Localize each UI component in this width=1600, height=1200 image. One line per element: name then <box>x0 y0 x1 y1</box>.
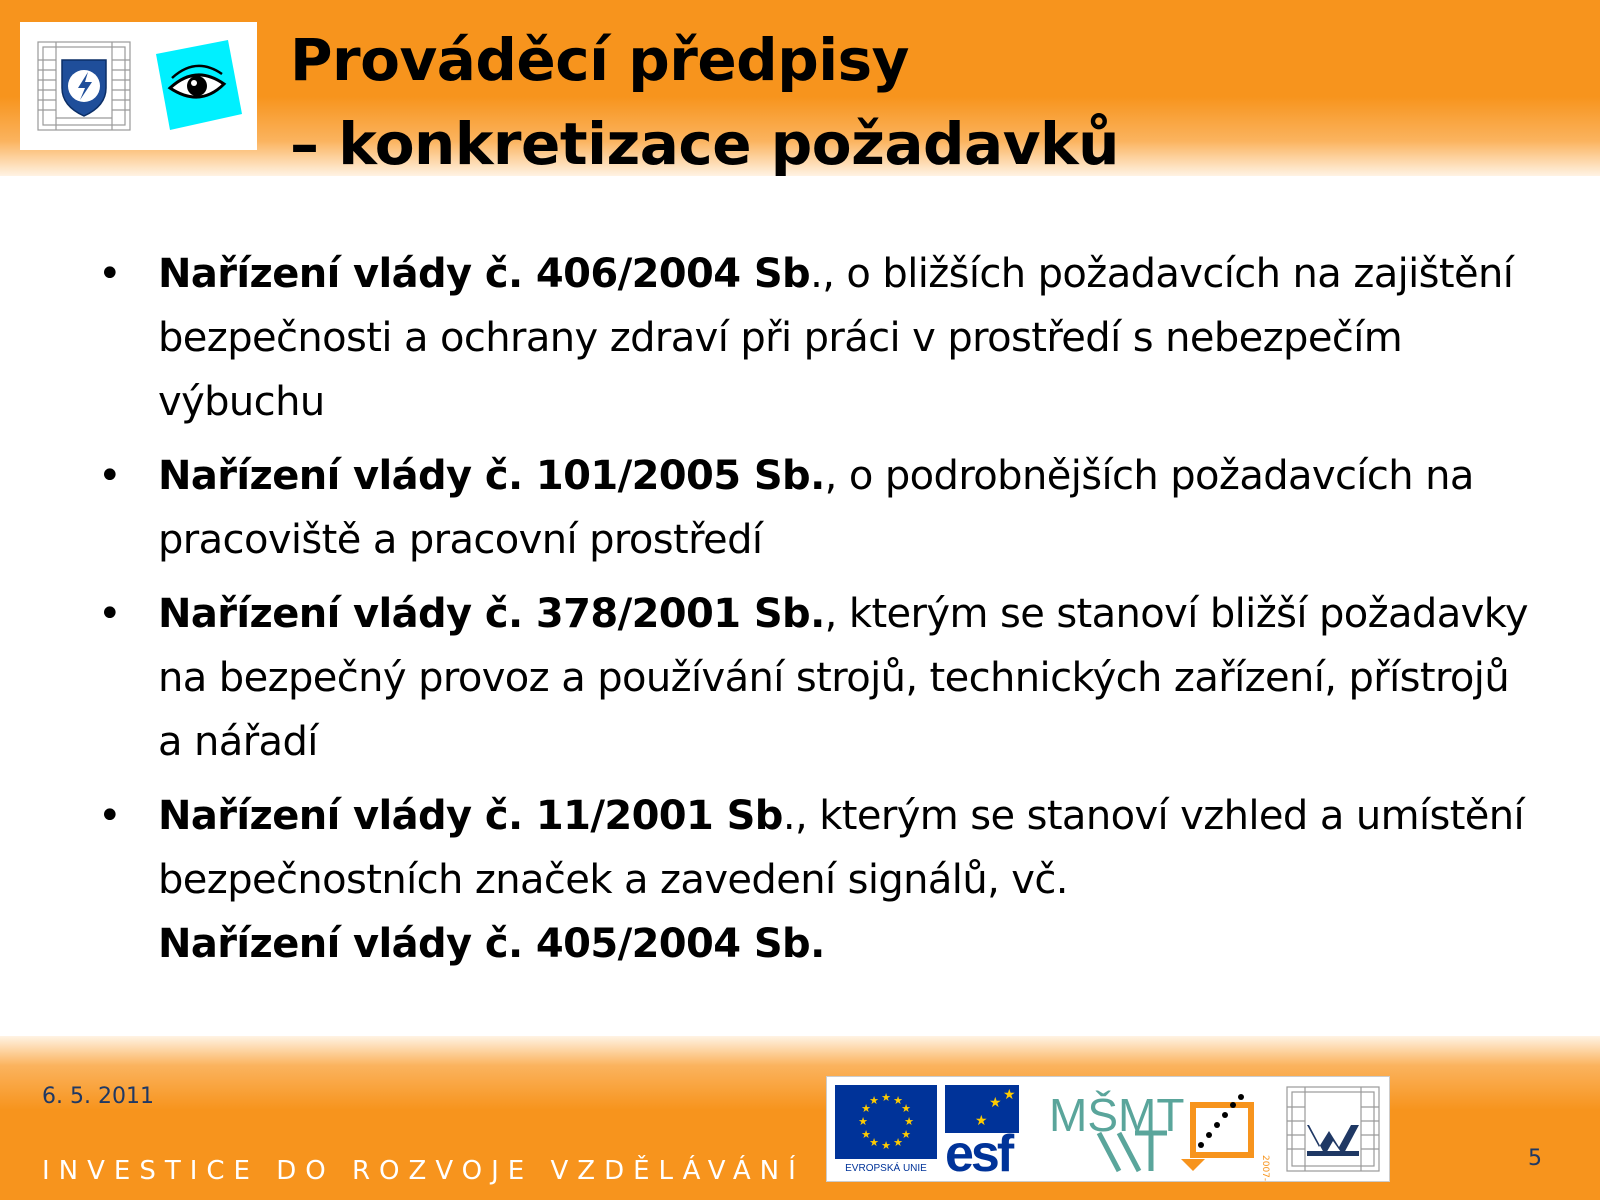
list-item <box>90 444 1530 572</box>
header-logos <box>20 22 257 150</box>
regulation-title: Nařízení vlády č. 11/2001 Sb <box>158 793 783 839</box>
esf-label: esf <box>945 1125 1012 1183</box>
page-number: 5 <box>1528 1146 1542 1171</box>
regulation-title: Nařízení vlády č. 378/2001 Sb. <box>158 591 825 637</box>
eye-icon <box>148 36 248 136</box>
svg-text:★: ★ <box>901 1102 911 1115</box>
regulation-title-secondary: Nařízení vlády č. 405/2004 Sb. <box>158 921 825 967</box>
footer-tagline: INVESTICE DO ROZVOJE VZDĚLÁVÁNÍ <box>42 1156 805 1186</box>
title-line-2: – konkretizace požadavků <box>290 110 1119 178</box>
bullet-icon: • <box>98 251 121 297</box>
msmt-logo-icon <box>1049 1085 1185 1173</box>
list-item <box>90 784 1530 976</box>
svg-text:★: ★ <box>901 1128 911 1141</box>
svg-text:★: ★ <box>904 1115 914 1128</box>
regulation-title: Nařízení vlády č. 101/2005 Sb. <box>158 453 825 499</box>
slide-date: 6. 5. 2011 <box>42 1084 154 1109</box>
svg-text:★: ★ <box>893 1094 903 1107</box>
svg-text:★: ★ <box>881 1091 891 1104</box>
slide-header <box>0 0 1600 176</box>
regulation-list <box>90 242 1530 976</box>
bullet-icon: • <box>98 793 121 839</box>
page-title <box>290 18 1119 186</box>
shield-lightning-icon <box>36 40 132 132</box>
msmt-label: MŠMT <box>1049 1089 1185 1141</box>
svg-text:★: ★ <box>975 1113 988 1129</box>
sponsor-logos <box>826 1076 1390 1193</box>
regulation-description: , kterým se stanoví bližší požadavky na bezpečný provoz a používání strojů, technických zařízení, přístrojů a nářadí <box>158 591 1528 765</box>
svg-text:★: ★ <box>989 1095 1002 1111</box>
eu-label: EVROPSKÁ UNIE <box>845 1163 927 1174</box>
svg-text:★: ★ <box>881 1139 891 1152</box>
svg-text:★: ★ <box>861 1102 871 1115</box>
slide-footer <box>0 1036 1600 1200</box>
list-item <box>90 582 1530 774</box>
list-item <box>90 242 1530 434</box>
eu-flag-icon <box>835 1085 937 1173</box>
bullet-icon: • <box>98 591 121 637</box>
bullet-icon: • <box>98 453 121 499</box>
title-line-1: Prováděcí předpisy <box>290 26 909 94</box>
svg-text:★: ★ <box>893 1136 903 1149</box>
svg-text:★: ★ <box>869 1094 879 1107</box>
regulation-description: ., o bližších požadavcích na zajištění bezpečnosti a ochrany zdraví při práci v prostředí s nebezpečím výbuchu <box>158 251 1514 425</box>
svg-text:★: ★ <box>858 1115 868 1128</box>
svg-text:★: ★ <box>861 1128 871 1141</box>
esf-logo-icon <box>945 1085 1043 1183</box>
svg-text:★: ★ <box>1003 1087 1016 1103</box>
regulation-title: Nařízení vlády č. 406/2004 Sb <box>158 251 811 297</box>
svg-text:★: ★ <box>869 1136 879 1149</box>
op-years-label: 2007-13 <box>1260 1155 1270 1193</box>
regulation-description: , o podrobnějších požadavcích na pracoviště a pracovní prostředí <box>158 453 1474 563</box>
vsb-logo-icon <box>1285 1085 1381 1173</box>
dotted-arrows-icon <box>1179 1085 1271 1193</box>
slide-content <box>90 242 1530 986</box>
regulation-description: ., kterým se stanoví vzhled a umístění bezpečnostních značek a zavedení signálů, vč. <box>158 793 1525 903</box>
